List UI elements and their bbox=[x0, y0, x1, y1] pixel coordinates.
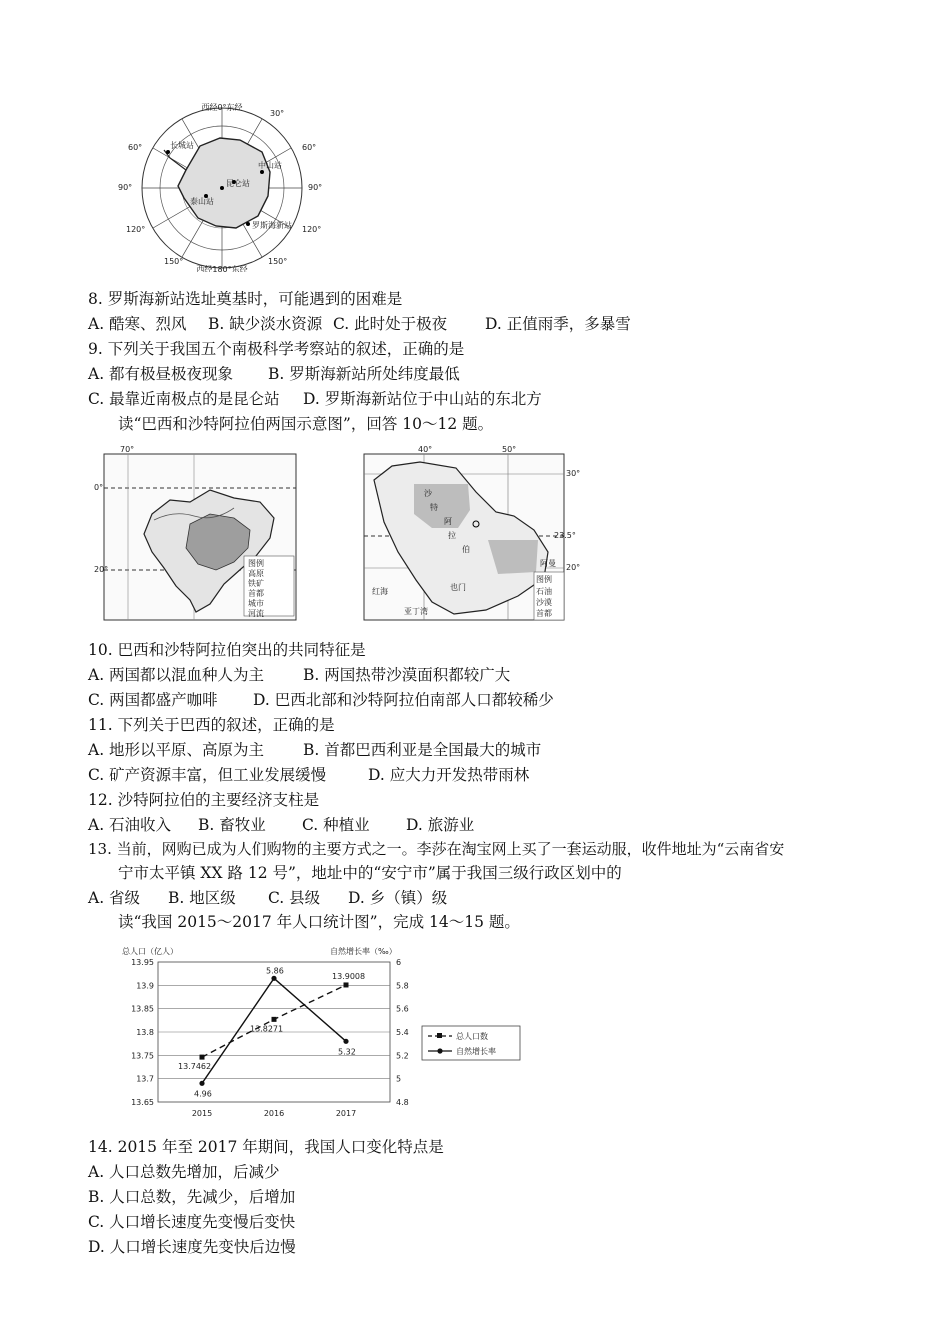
left-tick-label: 13.9 bbox=[136, 981, 154, 991]
brazil-lon-label: 70° bbox=[120, 445, 135, 454]
option-c: C. 最靠近南极点的是昆仑站 bbox=[88, 390, 280, 408]
question-9-options-row1 bbox=[88, 364, 460, 384]
option-a: A. 地形以平原、高原为主 bbox=[88, 741, 265, 759]
saudi-place: 亚丁湾 bbox=[404, 607, 428, 616]
saudi-region-char: 伯 bbox=[462, 545, 470, 554]
legend-marker-rate bbox=[437, 1048, 442, 1053]
lon-label: 150° bbox=[164, 257, 184, 266]
brazil-legend-item: 城市 bbox=[248, 599, 264, 608]
station-label: 泰山站 bbox=[190, 197, 214, 206]
saudi-legend-item: 沙漠 bbox=[536, 598, 552, 607]
population-chart-svg bbox=[104, 942, 524, 1120]
legend-rate: 自然增长率 bbox=[456, 1047, 496, 1056]
x-tick-label: 2015 bbox=[191, 1109, 213, 1118]
legend-marker-total bbox=[437, 1033, 442, 1038]
antarctica-map-svg bbox=[112, 100, 334, 272]
option-d: D. 罗斯海新站位于中山站的东北方 bbox=[303, 390, 542, 408]
brazil-legend-item: 高原 bbox=[248, 569, 264, 578]
option-c: C. 县级 bbox=[268, 889, 321, 907]
lon-label: 120° bbox=[302, 225, 322, 234]
brazil-legend-item: 首都 bbox=[248, 589, 264, 598]
station-label: 中山站 bbox=[258, 161, 282, 170]
option-c: C. 种植业 bbox=[302, 816, 370, 834]
option-b: B. 缺少淡水资源 bbox=[208, 315, 323, 333]
option-d: D. 乡（镇）级 bbox=[348, 889, 448, 907]
saudi-map-svg bbox=[358, 444, 586, 624]
question-11-options-row2 bbox=[88, 765, 529, 785]
brazil-map-svg bbox=[94, 444, 300, 624]
option-d: D. 人口增长速度先变快后边慢 bbox=[88, 1238, 296, 1256]
option-b: B. 两国热带沙漠面积都较广大 bbox=[303, 666, 511, 684]
question-10-stem: 10. 巴西和沙特阿拉伯突出的共同特征是 bbox=[88, 641, 366, 659]
brazil-legend-item: 河流 bbox=[248, 609, 264, 618]
growth-rate-point bbox=[199, 1081, 204, 1086]
saudi-place: 红海 bbox=[372, 587, 388, 596]
right-tick-label: 5.8 bbox=[396, 981, 409, 991]
option-d: D. 巴西北部和沙特阿拉伯南部人口都较稀少 bbox=[253, 691, 554, 709]
option-a: A. 酷寒、烈风 bbox=[88, 315, 187, 333]
bottom-label: 西经180°东经 bbox=[196, 265, 248, 272]
question-8-options bbox=[88, 314, 631, 334]
brazil-map bbox=[94, 444, 300, 624]
total-population-label: 13.8271 bbox=[250, 1024, 284, 1034]
left-axis-ticks bbox=[131, 958, 154, 1107]
saudi-lat-label: 23.5° bbox=[554, 531, 576, 540]
option-a: A. 两国都以混血种人为主 bbox=[88, 666, 265, 684]
left-tick-label: 13.7 bbox=[136, 1074, 154, 1084]
option-c: C. 矿产资源丰富，但工业发展缓慢 bbox=[88, 766, 327, 784]
option-d: D. 正值雨季，多暴雪 bbox=[485, 315, 631, 333]
left-tick-label: 13.8 bbox=[136, 1028, 154, 1037]
saudi-region-char: 阿 bbox=[444, 517, 452, 526]
total-population-point bbox=[344, 982, 349, 987]
option-a: A. 人口总数先增加，后减少 bbox=[88, 1163, 280, 1181]
brazil-lat-label: 20° bbox=[94, 565, 109, 574]
left-tick-label: 13.85 bbox=[131, 1004, 154, 1014]
lon-label: 60° bbox=[302, 143, 317, 152]
option-b: B. 罗斯海新站所处纬度最低 bbox=[268, 365, 460, 383]
station-label: 昆仑站 bbox=[226, 179, 250, 188]
y-axis-left-label: 总人口（亿人） bbox=[122, 947, 178, 956]
right-tick-label: 5.6 bbox=[396, 1004, 409, 1014]
option-a: A. 石油收入 bbox=[88, 816, 172, 834]
saudi-lon-label: 40° bbox=[418, 445, 433, 454]
saudi-region-char: 拉 bbox=[448, 531, 456, 540]
growth-rate-label: 5.32 bbox=[338, 1047, 356, 1057]
left-tick-label: 13.65 bbox=[131, 1098, 154, 1107]
question-10-options-row1 bbox=[88, 665, 510, 685]
question-8-stem: 8. 罗斯海新站选址奠基时，可能遇到的困难是 bbox=[88, 290, 403, 308]
option-c: C. 两国都盛产咖啡 bbox=[88, 691, 218, 709]
station-label: 罗斯海新站 bbox=[252, 221, 292, 230]
lon-label: 90° bbox=[308, 183, 323, 192]
option-b: B. 人口总数，先减少，后增加 bbox=[88, 1188, 296, 1206]
y-axis-right-label: 自然增长率（‰） bbox=[330, 947, 397, 956]
right-tick-label: 5 bbox=[396, 1074, 402, 1084]
lon-label: 120° bbox=[126, 225, 146, 234]
legend-total: 总人口数 bbox=[456, 1032, 488, 1041]
right-axis-ticks bbox=[396, 958, 409, 1107]
station-label: 长城站 bbox=[170, 141, 194, 150]
saudi-region-char: 特 bbox=[430, 503, 438, 512]
saudi-place: 阿曼 bbox=[540, 559, 556, 568]
saudi-place: 也门 bbox=[450, 583, 466, 592]
saudi-region-char: 沙 bbox=[424, 489, 432, 498]
option-b: B. 畜牧业 bbox=[198, 816, 266, 834]
growth-rate-label: 4.96 bbox=[194, 1089, 212, 1099]
intro-10-12: 读“巴西和沙特阿拉伯两国示意图”，回答 10～12 题。 bbox=[118, 415, 494, 433]
saudi-lat-label: 30° bbox=[566, 469, 581, 478]
question-9-stem: 9. 下列关于我国五个南极科学考察站的叙述，正确的是 bbox=[88, 340, 465, 358]
brazil-legend-title: 图例 bbox=[248, 559, 264, 568]
lon-label: 150° bbox=[268, 257, 288, 266]
total-population-point bbox=[272, 1017, 277, 1022]
question-14-stem: 14. 2015 年至 2017 年期间，我国人口变化特点是 bbox=[88, 1138, 444, 1156]
saudi-legend-item: 首都 bbox=[536, 609, 552, 618]
lon-label: 60° bbox=[128, 143, 143, 152]
question-13-stem-line1: 13. 当前，网购已成为人们购物的主要方式之一。李莎在淘宝网上买了一套运动服，收件地址为“云南省安 bbox=[88, 840, 785, 858]
option-d: D. 应大力开发热带雨林 bbox=[368, 766, 530, 784]
growth-rate-label: 5.86 bbox=[266, 966, 284, 976]
question-13-options bbox=[88, 888, 447, 908]
question-11-options-row1 bbox=[88, 740, 541, 760]
population-chart bbox=[104, 942, 524, 1120]
saudi-map bbox=[358, 444, 586, 624]
intro-14-15: 读“我国 2015～2017 年人口统计图”，完成 14～15 题。 bbox=[118, 913, 520, 931]
right-tick-label: 5.2 bbox=[396, 1051, 409, 1061]
option-b: B. 首都巴西利亚是全国最大的城市 bbox=[303, 741, 542, 759]
option-c: C. 人口增长速度先变慢后变快 bbox=[88, 1213, 296, 1231]
left-tick-label: 13.75 bbox=[131, 1051, 154, 1061]
question-9-options-row2 bbox=[88, 389, 542, 409]
option-c: C. 此时处于极夜 bbox=[333, 315, 448, 333]
right-tick-label: 5.4 bbox=[396, 1028, 409, 1037]
total-population-point bbox=[200, 1055, 205, 1060]
saudi-legend-title: 图例 bbox=[536, 575, 552, 584]
right-tick-label: 4.8 bbox=[396, 1098, 409, 1107]
question-13-stem-line2: 宁市太平镇 XX 路 12 号”，地址中的“安宁市”属于我国三级行政区划中的 bbox=[118, 864, 622, 882]
question-12-options bbox=[88, 815, 474, 835]
x-tick-label: 2016 bbox=[263, 1109, 285, 1118]
saudi-legend-item: 石油 bbox=[536, 587, 552, 596]
right-tick-label: 6 bbox=[396, 958, 402, 967]
saudi-lon-label: 50° bbox=[502, 445, 517, 454]
option-a: A. 省级 bbox=[88, 889, 141, 907]
total-population-label: 13.9008 bbox=[332, 971, 366, 981]
x-axis-ticks bbox=[192, 1109, 356, 1118]
lon-label: 90° bbox=[118, 183, 133, 192]
top-label: 西经0°东经 bbox=[201, 103, 243, 112]
question-11-stem: 11. 下列关于巴西的叙述，正确的是 bbox=[88, 716, 335, 734]
option-b: B. 地区级 bbox=[168, 889, 236, 907]
left-tick-label: 13.95 bbox=[131, 958, 154, 967]
total-population-label: 13.7462 bbox=[178, 1062, 212, 1072]
brazil-lat-label: 0° bbox=[94, 483, 104, 492]
option-d: D. 旅游业 bbox=[406, 816, 475, 834]
question-12-stem: 12. 沙特阿拉伯的主要经济支柱是 bbox=[88, 791, 320, 809]
saudi-lat-label: 20° bbox=[566, 563, 581, 572]
brazil-legend-item: 铁矿 bbox=[248, 579, 264, 588]
growth-rate-point bbox=[343, 1039, 348, 1044]
antarctica-map bbox=[112, 100, 334, 272]
question-10-options-row2 bbox=[88, 690, 554, 710]
option-a: A. 都有极昼极夜现象 bbox=[88, 365, 234, 383]
growth-rate-point bbox=[271, 976, 276, 981]
x-tick-label: 2017 bbox=[335, 1109, 357, 1118]
lon-label: 30° bbox=[270, 109, 285, 118]
